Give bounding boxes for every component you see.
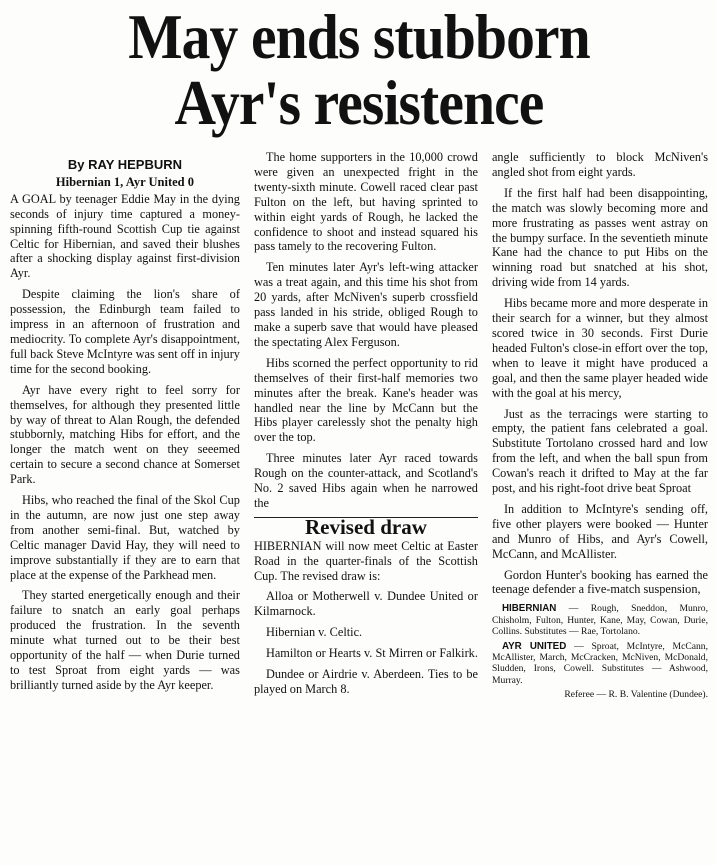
hibernian-lineup (492, 603, 708, 637)
column-2 (254, 150, 478, 859)
paragraph: If the first half had been disappointing, the match was slowly becoming more and more frustrating as passes went astray on the bumpy surface. In the seventieth minute Kane had the chance to put Hibs on the winning road but snatched at his shot, driving wide from 14 yards. (491, 185, 708, 290)
ayr-label: AYR UNITED (501, 640, 567, 652)
ayr-players: — Sproat, McIntyre, McCann, McAllister, March, McCracken, McNiven, McDonald, Sludden, Irons, Cowell. Substitutes — Ashwood, Murray. (491, 640, 708, 686)
revised-draw-intro: HIBERNIAN will now meet Celtic at Easter Road in the quarter-finals of the Scottish Cup. The revised draw is: (253, 538, 478, 583)
paragraph: Three minutes later Ayr raced towards Rough on the counter-attack, and Scotland's No. 2 saved Hibs again when he narrowed the (253, 451, 478, 510)
fixture-item: Hamilton or Hearts v. St Mirren or Falkirk. (265, 646, 478, 661)
headline-line-2: Ayr's resistence (174, 67, 544, 138)
paragraph: In addition to McIntyre's sending off, five other players were booked — Hunter and Munro of Hibs, and Ayr's Cowell, McCann, and McAllister. (491, 501, 708, 561)
paragraph: Gordon Hunter's booking has earned the teenage defender a five-match suspension, (491, 567, 708, 597)
fixture-item: Hibernian v. Celtic. (265, 625, 363, 640)
hibernian-players: — Rough, Sneddon, Munro, Chisholm, Fulton, Hunter, Kane, May, Cowan, Durie, Collins. Substitutes — Rae, Tortolano. (491, 603, 708, 638)
ayr-lineup (492, 641, 708, 687)
fixture-item: Alloa or Motherwell v. Dundee United or Kilmarnock. (253, 589, 478, 619)
article-body (10, 150, 708, 859)
paragraph: Hibs scorned the perfect opportunity to rid themselves of their first-half memories two minutes after the break. Kane's header was handled near the line by McCann but the Hibs player carelessly shot the penalty high over the top. (253, 355, 478, 445)
paragraph: They started energetically enough and their failure to snatch an early goal perhaps produced the frustration. In the seventh minute what turned out to be their best opportunity of the half — when Durie turned to test Sproat from eight yards — was brilliantly turned aside by the Ayr keeper. (10, 588, 240, 692)
referee: Referee — R. B. Valentine (Dundee). (564, 689, 708, 701)
paragraph: Ten minutes later Ayr's left-wing attacker was a treat again, and this time his shot from 20 yards, after McNiven's superb crossfield pass landed in his stride, obliged Rough to make a superb save that would have pleased the spectating Alex Ferguson. (253, 260, 478, 349)
paragraph: Ayr have every right to feel sorry for themselves, for although they presented little by way of threat to Alan Rough, the defended stubbornly, matching Hibs for effort, and the longer the match went on they seeemed certain to secure a second chance at Somerset Park. (10, 382, 240, 487)
paragraph: angle sufficiently to block McNiven's angled shot from eight yards. (491, 150, 708, 179)
revised-draw-heading: Revised draw (254, 517, 478, 535)
column-3 (492, 150, 708, 859)
team-lineups (492, 603, 708, 700)
paragraph: The home supporters in the 10,000 crowd were given an unexpected fright in the twenty-sixth minute. Cowell raced clear past Fulton on the left, but having sprinted to within eight yards of Rough, he lacked the confidence to shoot and instead squared his pass tamely to the recovering Fulton. (253, 150, 478, 254)
column-1 (10, 150, 240, 859)
paragraph: Despite claiming the lion's share of possession, the Edinburgh team failed to impress in an afternoon of frustration and mediocrity. To complete Ayr's disappointment, full back Steve McIntyre was sent off in injury time for the second booking. (10, 287, 240, 376)
paragraph: Hibs became more and more desperate in their search for a winner, but they almost scored twice in 30 seconds. First Durie headed Fulton's close-in effort over the top, when to leave it might have produced a goal, and then the same player headed wide with the goal at his mercy, (491, 296, 708, 400)
scoreline: Hibernian 1, Ayr United 0 (55, 174, 195, 189)
headline-line-1: May ends stubborn (128, 1, 590, 72)
paragraph: Hibs, who reached the final of the Skol Cup in the autumn, are now just one step away from another semi-final. But, watched by Celtic manager David Hay, they will need to improve substantially if they are to earn that place at the expense of the Parkhead men. (10, 493, 240, 582)
paragraph: Just as the terracings were starting to empty, the patient fans celebrated a goal. Substitute Tortolano crossed hard and low from the left, and when the ball spun from Cowan's reach it drifted to May at the far post, and his right-foot drive beat Sproat (491, 406, 708, 496)
hibernian-label: HIBERNIAN (501, 603, 557, 615)
headline (45, 1, 673, 138)
fixture-item: Dundee or Airdrie v. Aberdeen. Ties to be played on March 8. (253, 667, 478, 696)
byline: By RAY HEPBURN (67, 157, 183, 172)
paragraph: A GOAL by teenager Eddie May in the dying seconds of injury time captured a money-spinning fifth-round Scottish Cup tie against Celtic for Hibernian, and saved their blushes after a shocking display against first-division Ayr. (10, 191, 240, 281)
